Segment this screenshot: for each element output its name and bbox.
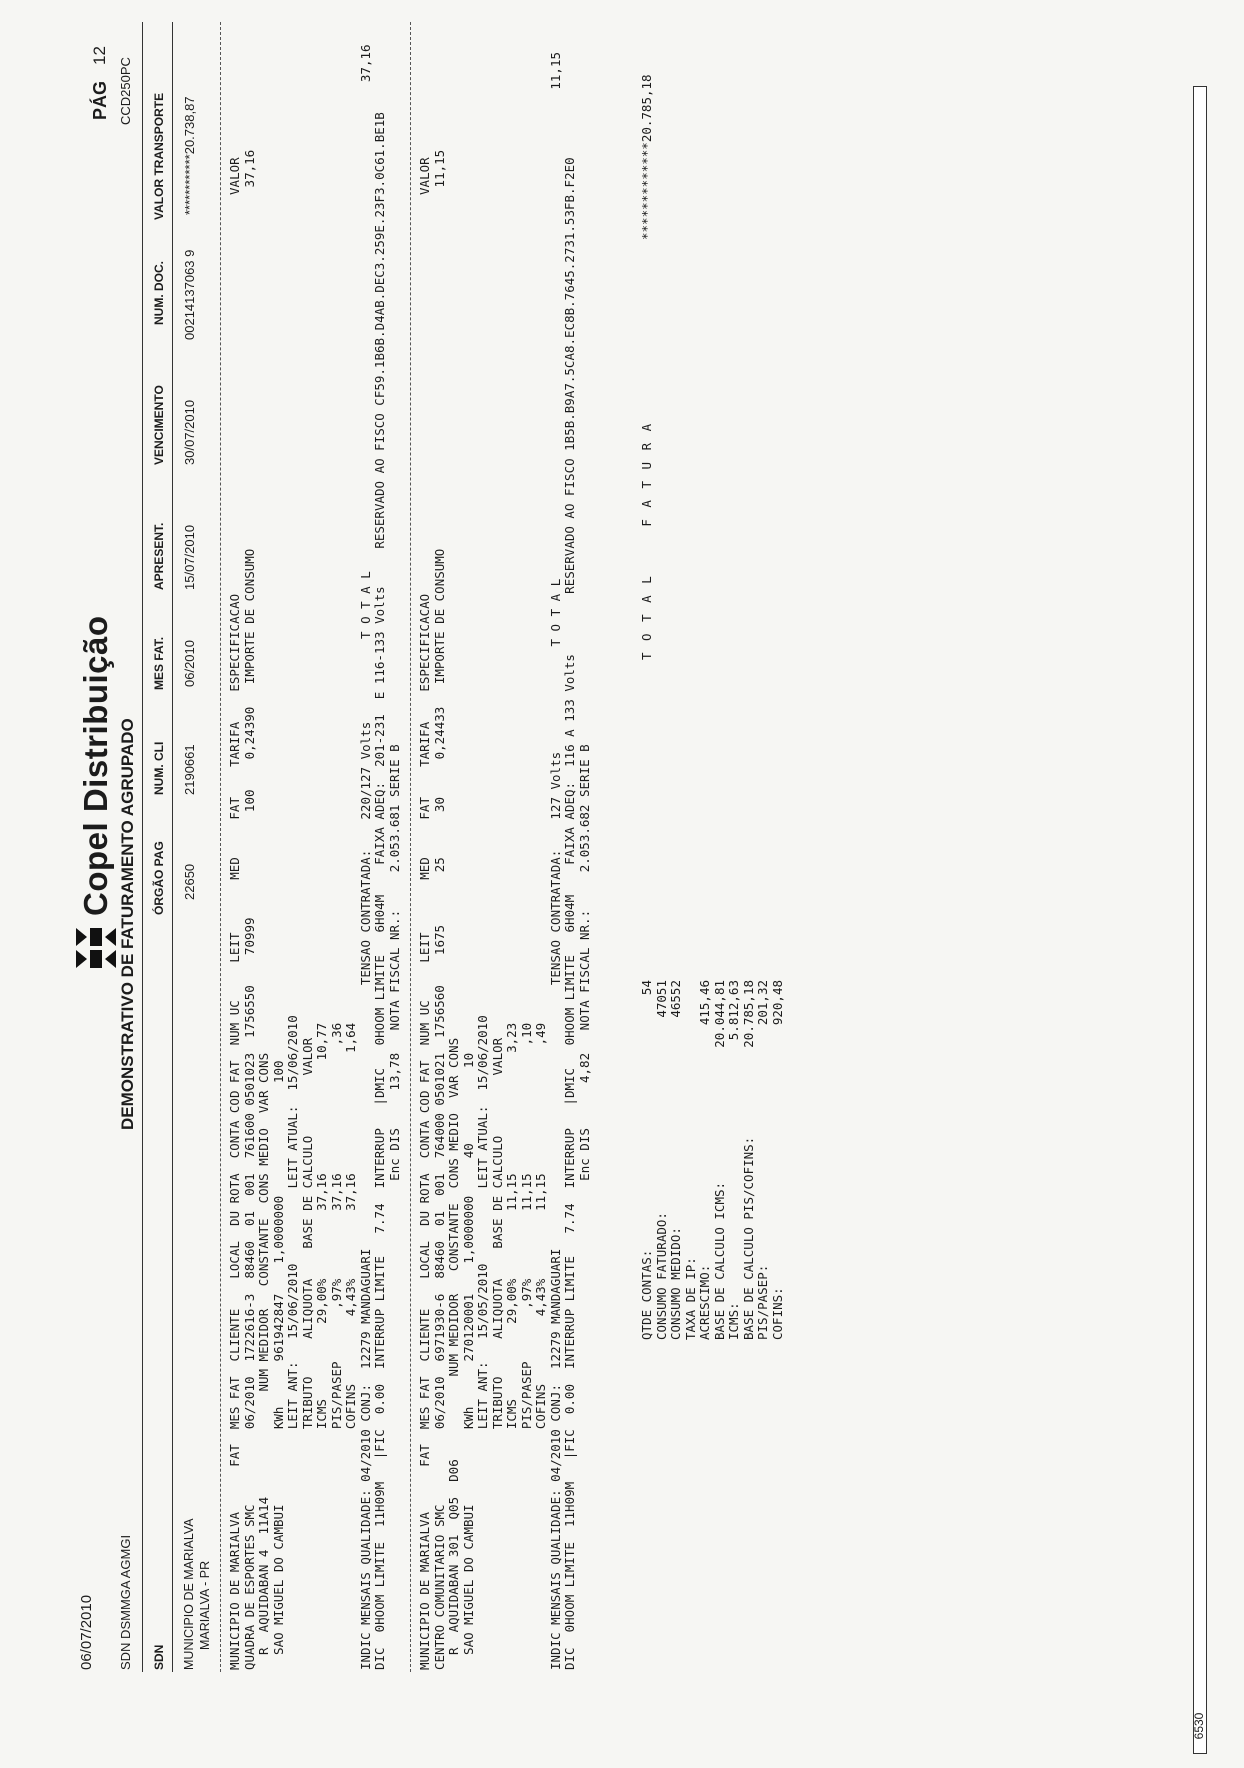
summary-num-cli: 2190661: [182, 744, 197, 795]
copel-logo-icon: [74, 926, 118, 970]
summary-num-doc: 00214137063 9: [182, 249, 197, 340]
brand-name: Copel Distribuição: [77, 615, 114, 916]
col-num-cli: NUM. CLI: [152, 741, 166, 795]
col-mes-fat: MES FAT.: [152, 636, 166, 690]
invoice-block-2: MUNICIPIO DE MARIALVA FAT MES FAT CLIENTE LOCAL DU ROTA CONTA COD FAT NUM UC LEIT MED FAT TARIFA ESPECIFICACAO VALOR CENTRO COMUNITARIO SMC 06/2010 6971930-6 88460 01 001 764000 0501021 1756560 1675 25 30 0,24433 IMPORTE DE CONSUMO 11,15 R AQUIDABAN 301 Q05 D06 NUM MEDIDOR CONSTANTE CONS MEDIO VAR CONS SAO MIGUEL DO CAMBUI KWh 270120001 1,0000000 40 10 LEIT ANT: 15/05/2010 LEIT ATUAL: 15/06/2010 TRIBUTO ALIQUOTA BASE DE CALCULO VALOR ICMS 29,00% 11,15 3,23 PIS/PASEP ,97% 11,15 ,10 COFINS 4,43% 11,15 ,49 INDIC MENSAIS QUALIDADE: 04/2010 CONJ: 12279 MANDAGUARI TENSAO CONTRATADA: 127 Volts T O T A L 11,15 DIC 0HOOM LIMITE 11H09M |FIC 0.00 INTERRUP LIMITE 7.74 INTERRUP |DMIC 0HOOM LIMITE 6H04M FAIXA ADEQ: 116 A 133 Volts RESERVADO AO FISCO 1B5B.B9A7.5CA8.EC8B.7645.2731.53FB.F2E0 Enc DIS 4,82 NOTA FISCAL NR.: 2.053.682 SERIE B: [417, 51, 592, 1670]
summary-city: MARIALVA - PR: [198, 1560, 212, 1650]
totals-labels: QTDE CONTAS: CONSUMO FATURADO: CONSUMO MEDIDO: TAXA DE IP: ACRESCIMO: BASE DE CALCULO ICMS: ICMS: BASE DE CALCULO PIS/COFINS: PIS/PASEP: COFINS:: [639, 1136, 785, 1340]
col-apresent: APRESENT.: [152, 522, 166, 590]
invoice-block-1: MUNICIPIO DE MARIALVA FAT MES FAT CLIENTE LOCAL DU ROTA CONTA COD FAT NUM UC LEIT MED FAT TARIFA ESPECIFICACAO VALOR QUADRA DE ESPORTES SMC 06/2010 1722616-3 88460 01 001 761600 0501023 1756550 70999 100 0,24390 IMPORTE DE CONSUMO 37,16 R AQUIDABAN 4 11A14 NUM MEDIDOR CONSTANTE CONS MEDIO VAR CONS SAO MIGUEL DO CAMBUI KWh 961942847 1,0000000 100 LEIT ANT: 15/06/2010 LEIT ATUAL: 15/06/2010 TRIBUTO ALIQUOTA BASE DE CALCULO VALOR ICMS 29,00% 37,16 10,77 PIS/PASEP ,97% 37,16 ,36 COFINS 4,43% 37,16 1,64 INDIC MENSAIS QUALIDADE: 04/2010 CONJ: 12279 MANDAGUARI TENSAO CONTRATADA: 220/127 Volts T O T A L 37,16 DIC 0HOOM LIMITE 11H09M |FIC 0.00 INTERRUP LIMITE 7.74 INTERRUP |DMIC 0HOOM LIMITE 6H04M FAIXA ADEQ: 201-231 E 116-133 Volts RESERVADO AO FISCO CF59.1B6B.D4AB.DEC3.259E.23F3.0C61.BE1B Enc DIS 13,78 NOTA FISCAL NR.: 2.053.681 SERIE B: [227, 44, 402, 1670]
report-title: DEMONSTRATIVO DE FATURAMENTO AGRUPADO: [118, 718, 137, 1130]
col-orgao-pag: ÓRGÃO PAG: [152, 841, 166, 915]
rotated-report: [70, 10, 1200, 1690]
summary-valor-transporte: ************20.738,87: [182, 96, 197, 215]
system-line: SDN DSMMGA AGMGI: [118, 1534, 133, 1670]
col-valor-transporte: VALOR TRANSPORTE: [152, 92, 166, 220]
summary-divider: [220, 22, 221, 1672]
summary-apresent: 15/07/2010: [182, 524, 197, 590]
total-fatura-value: *************20.785,18: [639, 74, 654, 240]
totals-values: 54 47051 46552 415,46 20.044,81 5.812,63 20.785,18 201,32 920,48: [639, 980, 785, 1048]
summary-orgao: 22650: [182, 863, 197, 900]
col-num-doc: NUM. DOC.: [152, 261, 166, 325]
block-divider: [410, 22, 411, 1672]
column-rule: [172, 22, 173, 1672]
summary-mes-fat: 06/2010: [182, 640, 197, 687]
summary-name: MUNICIPIO DE MARIALVA: [182, 1518, 196, 1670]
col-vencimento: VENCIMENTO: [152, 385, 166, 465]
summary-vencimento: 30/07/2010: [182, 399, 197, 465]
total-fatura-label: T O T A L F A T U R A: [639, 421, 654, 660]
page-number: 12: [90, 46, 109, 65]
side-code: 6530: [1192, 1712, 1206, 1740]
page-label: PÁG: [90, 80, 110, 120]
report-date: 06/07/2010: [78, 1594, 95, 1670]
brand-logo: [74, 615, 118, 970]
col-sdn: SDN: [152, 1644, 166, 1670]
report-code: CCD250PC: [118, 57, 133, 125]
header-rule: [142, 22, 143, 1672]
